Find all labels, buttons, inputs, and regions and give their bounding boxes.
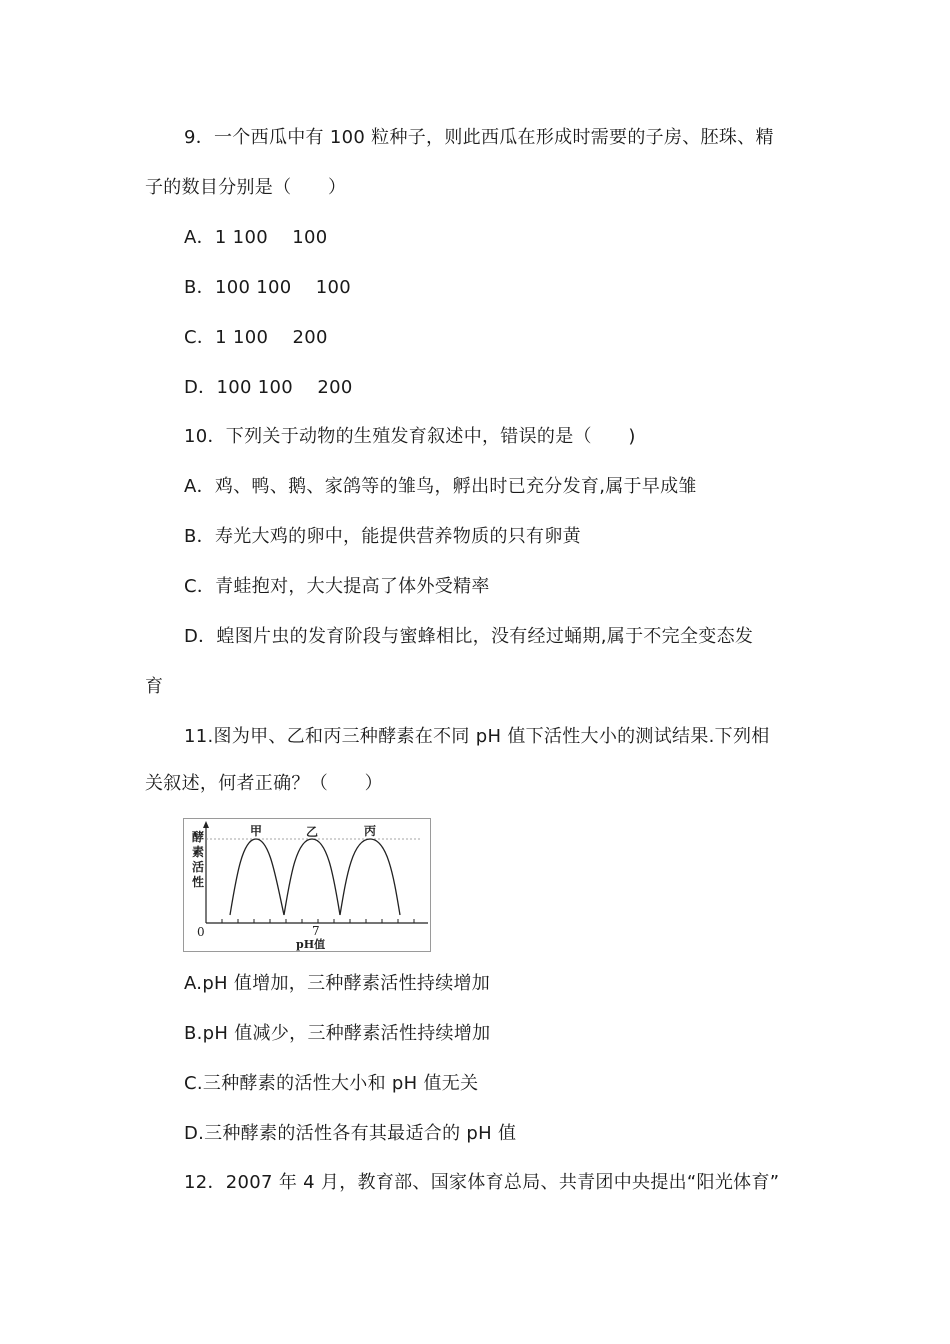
y-label-char-3: 活 (192, 860, 205, 874)
curve-jia (230, 839, 284, 915)
q9-option-b: B．100 100 100 (184, 277, 352, 298)
q9-option-d: D．100 100 200 (184, 377, 353, 398)
q10-option-a: A．鸡、鸭、鹅、家鸽等的雏鸟，孵出时已充分发育,属于早成雏 (184, 476, 697, 497)
x-axis-label: pH值 (296, 938, 326, 951)
curve-label-bing: 丙 (364, 824, 377, 838)
y-axis-arrow-icon (203, 821, 209, 828)
q11-option-d: D.三种酵素的活性各有其最适合的 pH 值 (184, 1123, 517, 1144)
q12-stem-line1: 12．2007 年 4 月，教育部、国家体育总局、共青团中央提出“阳光体育” (184, 1172, 780, 1193)
origin-label: 0 (197, 925, 205, 939)
q10-stem: 10．下列关于动物的生殖发育叙述中，错误的是（ ) (184, 426, 636, 447)
q10-option-d-line2: 育 (145, 676, 164, 697)
q11-stem-line1: 11.图为甲、乙和丙三种酵素在不同 pH 值下活性大小的测试结果.下列相 (184, 726, 770, 747)
q10-option-b: B．寿光大鸡的卵中，能提供营养物质的只有卵黄 (184, 526, 581, 547)
enzyme-activity-graph (184, 819, 430, 951)
q11-option-a: A.pH 值增加，三种酵素活性持续增加 (184, 973, 491, 994)
y-label-char-2: 素 (192, 845, 205, 859)
q10-option-d-line1: D．蝗图片虫的发育阶段与蜜蜂相比，没有经过蛹期,属于不完全变态发 (184, 626, 754, 647)
curve-label-yi: 乙 (306, 825, 319, 839)
ph7-tick-label: 7 (312, 924, 320, 938)
q10-option-c: C．青蛙抱对，大大提高了体外受精率 (184, 576, 490, 597)
q11-option-c: C.三种酵素的活性大小和 pH 值无关 (184, 1073, 479, 1094)
q9-stem-line2: 子的数目分别是（ ） (145, 177, 347, 198)
curve-yi (284, 839, 340, 915)
curve-label-jia: 甲 (250, 824, 263, 838)
y-label-char-1: 酵 (192, 830, 205, 844)
q11-stem-line2: 关叙述，何者正确？（ ） (145, 773, 383, 794)
curve-bing (340, 839, 400, 915)
q11-option-b: B.pH 值减少，三种酵素活性持续增加 (184, 1023, 491, 1044)
q9-stem-line1: 9．一个西瓜中有 100 粒种子，则此西瓜在形成时需要的子房、胚珠、精 (184, 127, 774, 148)
q9-option-a: A．1 100 100 (184, 227, 328, 248)
y-label-char-4: 性 (192, 875, 205, 889)
enzyme-activity-figure (183, 818, 431, 952)
q9-option-c: C．1 100 200 (184, 327, 328, 348)
